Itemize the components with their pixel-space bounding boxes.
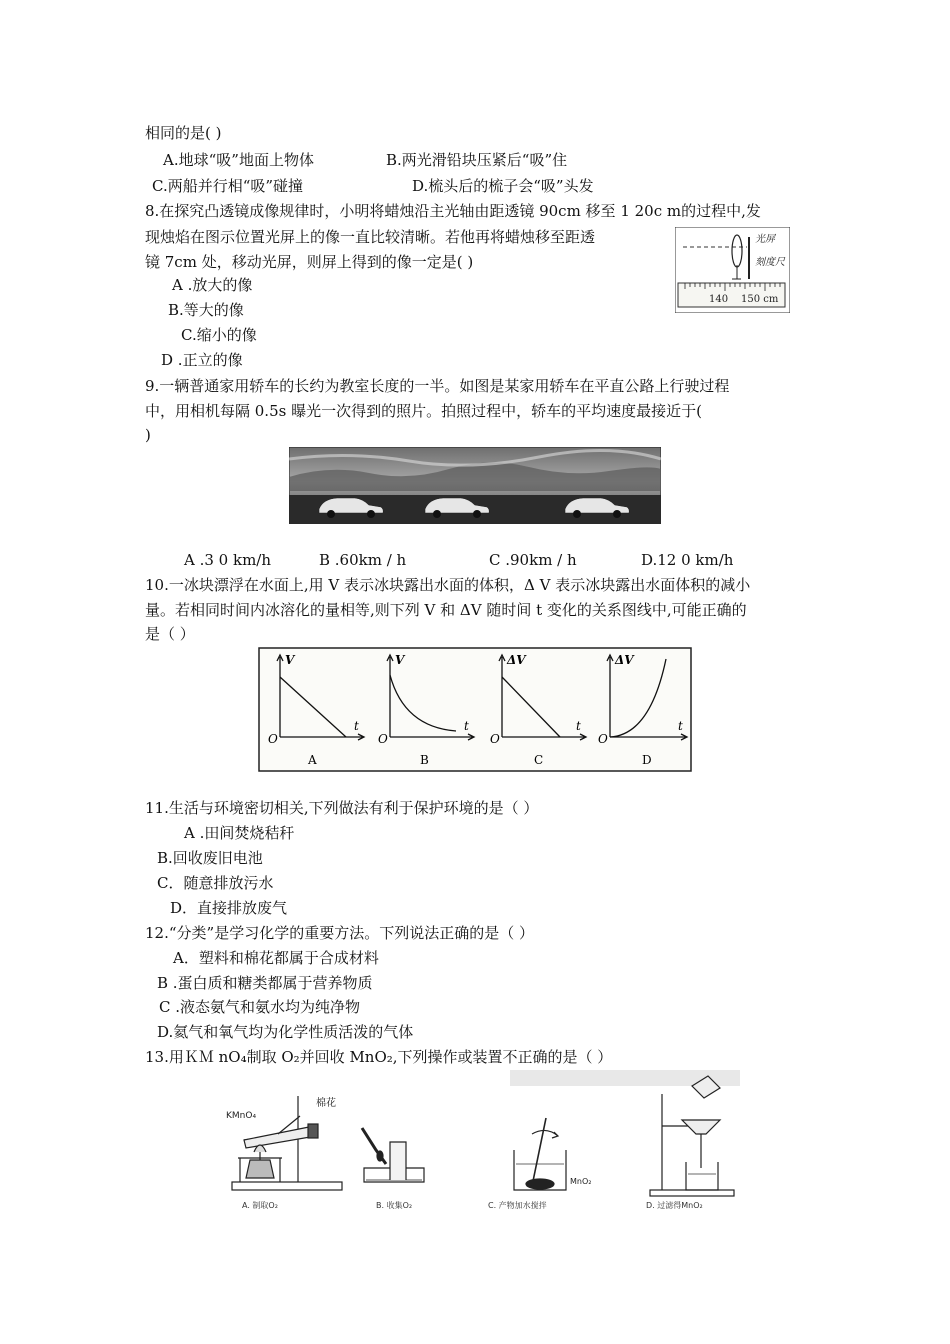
q9-stem-line-3: ) bbox=[145, 426, 151, 444]
q7-option-b: B.两光滑铅块压紧后“吸”住 bbox=[386, 151, 568, 169]
graph-a-letter: A bbox=[308, 753, 317, 767]
q12-stem: 12.“分类”是学习化学的重要方法。下列说法正确的是（ ） bbox=[145, 924, 534, 942]
graph-a-xlabel: t bbox=[354, 719, 359, 733]
graph-a-ylabel: V bbox=[285, 653, 295, 667]
q9-option-c: C .90km / h bbox=[489, 551, 577, 569]
q7-option-c: C.两船并行相“吸”碰撞 bbox=[152, 177, 304, 195]
ice-graphs-figure bbox=[258, 647, 692, 772]
tick-140: 140 bbox=[709, 294, 729, 305]
q7-stem-tail: 相同的是( ) bbox=[145, 124, 222, 142]
car-photo bbox=[289, 447, 661, 524]
q10-stem-line-3: 是（ ） bbox=[145, 625, 195, 643]
graph-d-xlabel: t bbox=[678, 719, 683, 733]
graph-b-xlabel: t bbox=[464, 719, 469, 733]
q9-option-b: B .60km / h bbox=[319, 551, 407, 569]
q11-option-b: B.回收废旧电池 bbox=[157, 849, 263, 867]
cotton-label: 棉花 bbox=[316, 1098, 336, 1109]
caption-a: A. 制取O₂ bbox=[242, 1201, 278, 1210]
q8-stem-line-3: 镜 7cm 处，移动光屏，则屏上得到的像一定是( ) bbox=[145, 253, 474, 271]
apparatus-c bbox=[514, 1118, 566, 1190]
graph-d-ylabel: ΔV bbox=[615, 653, 634, 667]
caption-b: B. 收集O₂ bbox=[376, 1201, 413, 1210]
graph-d-letter: D bbox=[642, 753, 652, 767]
q12-option-b: B .蛋白质和糖类都属于营养物质 bbox=[157, 974, 373, 992]
lab-apparatus-figure bbox=[220, 1068, 742, 1214]
q9-stem-line-2: 中，用相机每隔 0.5s 曝光一次得到的照片。拍照过程中，轿车的平均速度最接近于( bbox=[145, 402, 702, 420]
graph-c-ylabel: ΔV bbox=[507, 653, 526, 667]
caption-c: C. 产物加水搅拌 bbox=[488, 1201, 547, 1210]
q11-option-c: C．随意排放污水 bbox=[157, 874, 274, 892]
ruler-label: 刻度尺 bbox=[755, 257, 785, 268]
q11-stem: 11.生活与环境密切相关,下列做法有利于保护环境的是（ ） bbox=[145, 799, 539, 817]
q8-option-a: A .放大的像 bbox=[172, 276, 253, 294]
q12-option-a: A．塑料和棉花都属于合成材料 bbox=[173, 949, 379, 967]
graph-c-xlabel: t bbox=[576, 719, 581, 733]
q8-option-b: B.等大的像 bbox=[168, 301, 244, 319]
apparatus-d bbox=[650, 1076, 734, 1196]
caption-d: D. 过滤得MnO₂ bbox=[646, 1201, 703, 1210]
q8-stem-line-1: 8.在探究凸透镜成像规律时，小明将蜡烛沿主光轴由距透镜 90cm 移至 1 20c m的过程中,发 bbox=[145, 202, 761, 220]
graph-c-letter: C bbox=[534, 753, 544, 767]
q11-option-d: D．直接排放废气 bbox=[170, 899, 288, 917]
q7-option-a: A.地球“吸”地面上物体 bbox=[163, 151, 314, 169]
screen-label: 光屏 bbox=[755, 234, 775, 245]
q8-stem-line-2: 现烛焰在图示位置光屏上的像一直比较清晰。若他再将蜡烛移至距透 bbox=[145, 228, 596, 246]
q10-stem-line-1: 10.一冰块漂浮在水面上,用 V 表示冰块露出水面的体积，Δ V 表示冰块露出水面体积的减小 bbox=[145, 576, 751, 594]
q12-option-d: D.氦气和氧气均为化学性质活泼的气体 bbox=[157, 1023, 414, 1041]
kmno4-label: KMnO₄ bbox=[226, 1111, 257, 1121]
graph-b-letter: B bbox=[420, 753, 429, 767]
q8-option-c: C.缩小的像 bbox=[181, 326, 257, 344]
q9-option-d: D.12 0 km/h bbox=[641, 551, 734, 569]
q13-stem: 13.用ＫＭ nO₄制取 O₂并回收 MnO₂,下列操作或装置不正确的是（ ） bbox=[145, 1048, 613, 1066]
graph-a-origin: O bbox=[268, 732, 278, 746]
q9-option-a: A .3 0 km/h bbox=[184, 551, 272, 569]
q11-option-a: A .田间焚烧秸秆 bbox=[184, 824, 295, 842]
tick-150: 150 cm bbox=[741, 294, 779, 305]
mno2-label: MnO₂ bbox=[570, 1177, 592, 1186]
q8-option-d: D .正立的像 bbox=[161, 351, 243, 369]
graph-b-origin: O bbox=[378, 732, 388, 746]
q7-option-d: D.梳头后的梳子会“吸”头发 bbox=[412, 177, 594, 195]
apparatus-b bbox=[362, 1128, 424, 1182]
q9-stem-line-1: 9.一辆普通家用轿车的长约为教室长度的一半。如图是某家用轿车在平直公路上行驶过程 bbox=[145, 377, 730, 395]
q12-option-c: C .液态氨气和氨水均为纯净物 bbox=[159, 998, 361, 1016]
q10-stem-line-2: 量。若相同时间内冰溶化的量相等,则下列 V 和 ΔV 随时间 t 变化的关系图线中,可能正确的 bbox=[145, 601, 747, 619]
graph-b-ylabel: V bbox=[395, 653, 405, 667]
lens-bench-figure bbox=[675, 227, 790, 313]
graph-c-origin: O bbox=[490, 732, 500, 746]
graph-d-origin: O bbox=[598, 732, 608, 746]
